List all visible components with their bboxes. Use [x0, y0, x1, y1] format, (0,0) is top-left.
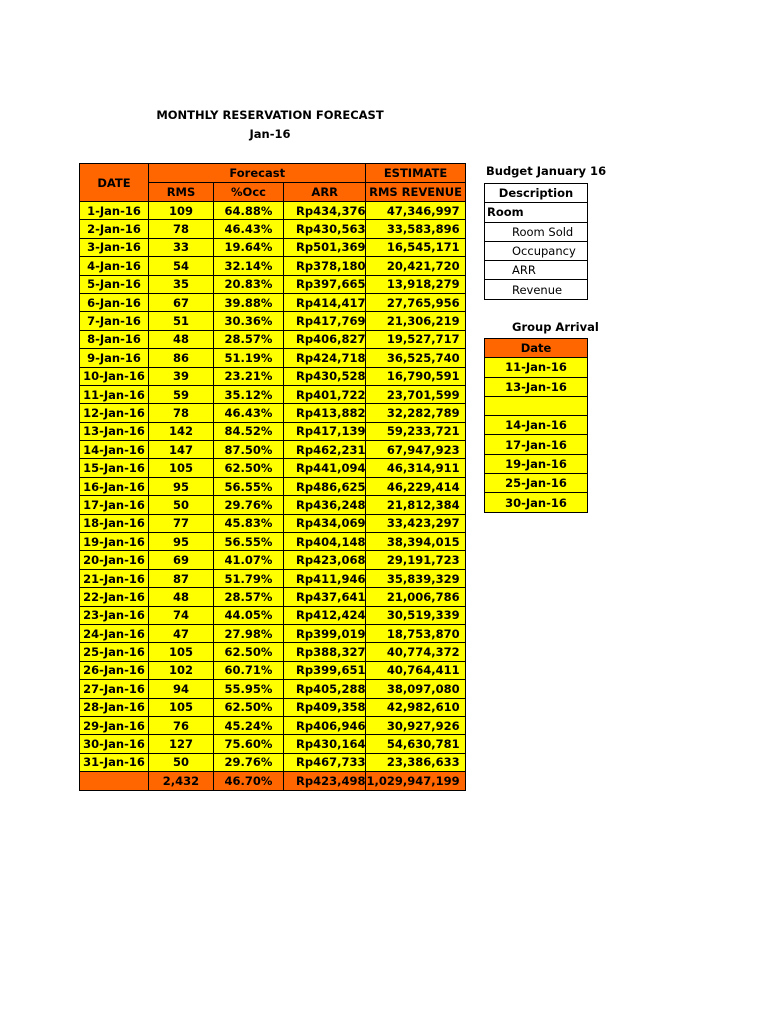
- row-revenue: 30,927,926: [366, 716, 465, 734]
- row-rms: 95: [149, 533, 214, 551]
- budget-title: Budget January 16: [486, 164, 607, 178]
- table-row: [80, 385, 466, 403]
- group-date: 11-Jan-16: [485, 358, 588, 377]
- table-row: [80, 551, 466, 569]
- row-rms: 127: [149, 735, 214, 753]
- budget-header: Description: [485, 184, 588, 203]
- row-revenue: 46,314,911: [366, 459, 465, 477]
- row-arr: Rp434,376: [284, 202, 366, 220]
- table-row: [80, 735, 466, 753]
- row-date: 3-Jan-16: [80, 238, 149, 256]
- table-row: [80, 238, 466, 256]
- report-subtitle: Jan-16: [249, 127, 291, 141]
- row-revenue: 18,753,870: [366, 624, 465, 642]
- row-date: 16-Jan-16: [80, 477, 149, 495]
- row-rms: 147: [149, 441, 214, 459]
- row-date: 15-Jan-16: [80, 459, 149, 477]
- row-arr: Rp430,164: [284, 735, 366, 753]
- header-estimate: ESTIMATE: [366, 164, 465, 183]
- row-occ: 46.43%: [214, 404, 284, 422]
- row-rms: 78: [149, 404, 214, 422]
- row-rms: 142: [149, 422, 214, 440]
- row-rms: 76: [149, 716, 214, 734]
- row-arr: Rp414,417: [284, 293, 366, 311]
- row-arr: Rp378,180: [284, 257, 366, 275]
- row-date: 5-Jan-16: [80, 275, 149, 293]
- row-rms: 50: [149, 496, 214, 514]
- row-date: 9-Jan-16: [80, 349, 149, 367]
- table-row: [80, 606, 466, 624]
- row-occ: 29.76%: [214, 753, 284, 771]
- group-date: [485, 396, 588, 415]
- row-occ: 35.12%: [214, 385, 284, 403]
- row-rms: 48: [149, 330, 214, 348]
- row-arr: Rp405,288: [284, 680, 366, 698]
- row-arr: Rp430,528: [284, 367, 366, 385]
- row-rms: 77: [149, 514, 214, 532]
- row-date: 27-Jan-16: [80, 680, 149, 698]
- row-revenue: 23,386,633: [366, 753, 465, 771]
- row-occ: 84.52%: [214, 422, 284, 440]
- row-occ: 23.21%: [214, 367, 284, 385]
- row-arr: Rp501,369: [284, 238, 366, 256]
- forecast-table: [79, 163, 466, 791]
- row-date: 13-Jan-16: [80, 422, 149, 440]
- row-revenue: 59,233,721: [366, 422, 465, 440]
- row-rms: 67: [149, 293, 214, 311]
- row-occ: 51.19%: [214, 349, 284, 367]
- row-occ: 45.24%: [214, 716, 284, 734]
- group-date: 13-Jan-16: [485, 377, 588, 396]
- row-revenue: 16,545,171: [366, 238, 465, 256]
- row-occ: 27.98%: [214, 624, 284, 642]
- row-occ: 51.79%: [214, 569, 284, 587]
- row-revenue: 33,583,896: [366, 220, 465, 238]
- group-date: 17-Jan-16: [485, 435, 588, 454]
- row-rms: 105: [149, 698, 214, 716]
- row-revenue: 29,191,723: [366, 551, 465, 569]
- row-rms: 54: [149, 257, 214, 275]
- table-row: [80, 588, 466, 606]
- row-arr: Rp417,139: [284, 422, 366, 440]
- row-date: 30-Jan-16: [80, 735, 149, 753]
- header-date: DATE: [80, 164, 149, 202]
- row-arr: Rp430,563: [284, 220, 366, 238]
- row-date: 20-Jan-16: [80, 551, 149, 569]
- row-occ: 64.88%: [214, 202, 284, 220]
- group-arrival-table: [484, 338, 588, 513]
- row-occ: 60.71%: [214, 661, 284, 679]
- row-occ: 32.14%: [214, 257, 284, 275]
- row-rms: 69: [149, 551, 214, 569]
- row-arr: Rp423,068: [284, 551, 366, 569]
- row-rms: 47: [149, 624, 214, 642]
- row-date: 24-Jan-16: [80, 624, 149, 642]
- row-date: 21-Jan-16: [80, 569, 149, 587]
- table-row: [80, 698, 466, 716]
- row-arr: Rp467,733: [284, 753, 366, 771]
- row-occ: 39.88%: [214, 293, 284, 311]
- row-occ: 44.05%: [214, 606, 284, 624]
- row-date: 23-Jan-16: [80, 606, 149, 624]
- table-row: [80, 624, 466, 642]
- table-row: [80, 422, 466, 440]
- row-occ: 56.55%: [214, 533, 284, 551]
- row-date: 12-Jan-16: [80, 404, 149, 422]
- header-forecast: Forecast: [149, 164, 366, 183]
- table-row: [80, 330, 466, 348]
- header-arr: ARR: [284, 183, 366, 202]
- row-rms: 109: [149, 202, 214, 220]
- row-revenue: 27,765,956: [366, 293, 465, 311]
- row-date: 6-Jan-16: [80, 293, 149, 311]
- table-row: [80, 349, 466, 367]
- row-occ: 62.50%: [214, 459, 284, 477]
- row-arr: Rp417,769: [284, 312, 366, 330]
- row-arr: Rp406,946: [284, 716, 366, 734]
- row-arr: Rp441,094: [284, 459, 366, 477]
- row-rms: 102: [149, 661, 214, 679]
- row-occ: 28.57%: [214, 330, 284, 348]
- row-rms: 74: [149, 606, 214, 624]
- row-rms: 59: [149, 385, 214, 403]
- row-date: 26-Jan-16: [80, 661, 149, 679]
- row-revenue: 36,525,740: [366, 349, 465, 367]
- row-occ: 55.95%: [214, 680, 284, 698]
- totals-row: [80, 772, 466, 790]
- total-revenue: 1,029,947,199: [366, 772, 465, 790]
- row-revenue: 40,774,372: [366, 643, 465, 661]
- row-date: 2-Jan-16: [80, 220, 149, 238]
- table-row: [80, 661, 466, 679]
- table-row: [80, 533, 466, 551]
- row-revenue: 32,282,789: [366, 404, 465, 422]
- row-revenue: 42,982,610: [366, 698, 465, 716]
- row-occ: 46.43%: [214, 220, 284, 238]
- budget-item: ARR: [485, 261, 588, 280]
- row-revenue: 67,947,923: [366, 441, 465, 459]
- row-date: 29-Jan-16: [80, 716, 149, 734]
- row-date: 22-Jan-16: [80, 588, 149, 606]
- header-rms: RMS: [149, 183, 214, 202]
- table-row: [80, 459, 466, 477]
- row-occ: 20.83%: [214, 275, 284, 293]
- row-revenue: 21,006,786: [366, 588, 465, 606]
- budget-item: Occupancy: [485, 241, 588, 260]
- budget-section: Room: [485, 203, 588, 222]
- row-revenue: 38,394,015: [366, 533, 465, 551]
- group-date: 19-Jan-16: [485, 454, 588, 473]
- row-revenue: 38,097,080: [366, 680, 465, 698]
- row-occ: 56.55%: [214, 477, 284, 495]
- row-rms: 105: [149, 459, 214, 477]
- group-date: 30-Jan-16: [485, 493, 588, 512]
- row-arr: Rp437,641: [284, 588, 366, 606]
- row-occ: 19.64%: [214, 238, 284, 256]
- row-revenue: 21,812,384: [366, 496, 465, 514]
- table-row: [80, 514, 466, 532]
- table-row: [80, 202, 466, 220]
- row-rms: 39: [149, 367, 214, 385]
- total-occ: 46.70%: [214, 772, 284, 790]
- table-row: [80, 643, 466, 661]
- table-row: [80, 220, 466, 238]
- row-rms: 86: [149, 349, 214, 367]
- row-rms: 105: [149, 643, 214, 661]
- row-revenue: 19,527,717: [366, 330, 465, 348]
- row-arr: Rp413,882: [284, 404, 366, 422]
- row-revenue: 21,306,219: [366, 312, 465, 330]
- row-arr: Rp409,358: [284, 698, 366, 716]
- row-arr: Rp399,019: [284, 624, 366, 642]
- row-date: 31-Jan-16: [80, 753, 149, 771]
- row-date: 4-Jan-16: [80, 257, 149, 275]
- total-date: [80, 772, 149, 790]
- row-occ: 29.76%: [214, 496, 284, 514]
- row-rms: 50: [149, 753, 214, 771]
- row-date: 28-Jan-16: [80, 698, 149, 716]
- table-row: [80, 257, 466, 275]
- row-rms: 78: [149, 220, 214, 238]
- row-date: 17-Jan-16: [80, 496, 149, 514]
- row-arr: Rp397,665: [284, 275, 366, 293]
- row-rms: 51: [149, 312, 214, 330]
- row-occ: 28.57%: [214, 588, 284, 606]
- row-rms: 48: [149, 588, 214, 606]
- row-date: 18-Jan-16: [80, 514, 149, 532]
- table-row: [80, 477, 466, 495]
- row-revenue: 20,421,720: [366, 257, 465, 275]
- row-revenue: 23,701,599: [366, 385, 465, 403]
- row-revenue: 46,229,414: [366, 477, 465, 495]
- row-arr: Rp424,718: [284, 349, 366, 367]
- row-arr: Rp462,231: [284, 441, 366, 459]
- table-row: [80, 441, 466, 459]
- row-occ: 62.50%: [214, 698, 284, 716]
- table-row: [80, 367, 466, 385]
- group-date: 25-Jan-16: [485, 474, 588, 493]
- report-title: MONTHLY RESERVATION FORECAST: [156, 108, 384, 122]
- header-occ: %Occ: [214, 183, 284, 202]
- row-arr: Rp412,424: [284, 606, 366, 624]
- budget-table: [484, 183, 588, 300]
- row-occ: 45.83%: [214, 514, 284, 532]
- row-arr: Rp411,946: [284, 569, 366, 587]
- row-occ: 62.50%: [214, 643, 284, 661]
- table-row: [80, 496, 466, 514]
- row-arr: Rp434,069: [284, 514, 366, 532]
- row-rms: 33: [149, 238, 214, 256]
- table-row: [80, 716, 466, 734]
- row-rms: 35: [149, 275, 214, 293]
- row-date: 19-Jan-16: [80, 533, 149, 551]
- row-arr: Rp406,827: [284, 330, 366, 348]
- row-revenue: 33,423,297: [366, 514, 465, 532]
- row-revenue: 47,346,997: [366, 202, 465, 220]
- row-occ: 75.60%: [214, 735, 284, 753]
- row-arr: Rp404,148: [284, 533, 366, 551]
- group-header: Date: [485, 339, 588, 358]
- table-row: [80, 680, 466, 698]
- table-row: [80, 753, 466, 771]
- table-row: [80, 569, 466, 587]
- row-occ: 41.07%: [214, 551, 284, 569]
- group-date: 14-Jan-16: [485, 416, 588, 435]
- group-arrival-title: Group Arrival: [512, 320, 599, 334]
- row-rms: 95: [149, 477, 214, 495]
- table-row: [80, 293, 466, 311]
- row-revenue: 30,519,339: [366, 606, 465, 624]
- budget-item: Revenue: [485, 280, 588, 299]
- row-date: 1-Jan-16: [80, 202, 149, 220]
- row-date: 14-Jan-16: [80, 441, 149, 459]
- row-arr: Rp486,625: [284, 477, 366, 495]
- row-occ: 30.36%: [214, 312, 284, 330]
- row-revenue: 16,790,591: [366, 367, 465, 385]
- total-arr: Rp423,498: [284, 772, 366, 790]
- row-date: 8-Jan-16: [80, 330, 149, 348]
- row-date: 7-Jan-16: [80, 312, 149, 330]
- table-row: [80, 312, 466, 330]
- total-rms: 2,432: [149, 772, 214, 790]
- row-revenue: 35,839,329: [366, 569, 465, 587]
- budget-item: Room Sold: [485, 222, 588, 241]
- header-revenue: RMS REVENUE: [366, 183, 465, 202]
- row-arr: Rp401,722: [284, 385, 366, 403]
- row-date: 11-Jan-16: [80, 385, 149, 403]
- table-row: [80, 404, 466, 422]
- row-revenue: 54,630,781: [366, 735, 465, 753]
- row-arr: Rp436,248: [284, 496, 366, 514]
- row-revenue: 40,764,411: [366, 661, 465, 679]
- row-rms: 94: [149, 680, 214, 698]
- row-revenue: 13,918,279: [366, 275, 465, 293]
- row-rms: 87: [149, 569, 214, 587]
- row-occ: 87.50%: [214, 441, 284, 459]
- row-arr: Rp399,651: [284, 661, 366, 679]
- row-date: 10-Jan-16: [80, 367, 149, 385]
- table-row: [80, 275, 466, 293]
- row-date: 25-Jan-16: [80, 643, 149, 661]
- row-arr: Rp388,327: [284, 643, 366, 661]
